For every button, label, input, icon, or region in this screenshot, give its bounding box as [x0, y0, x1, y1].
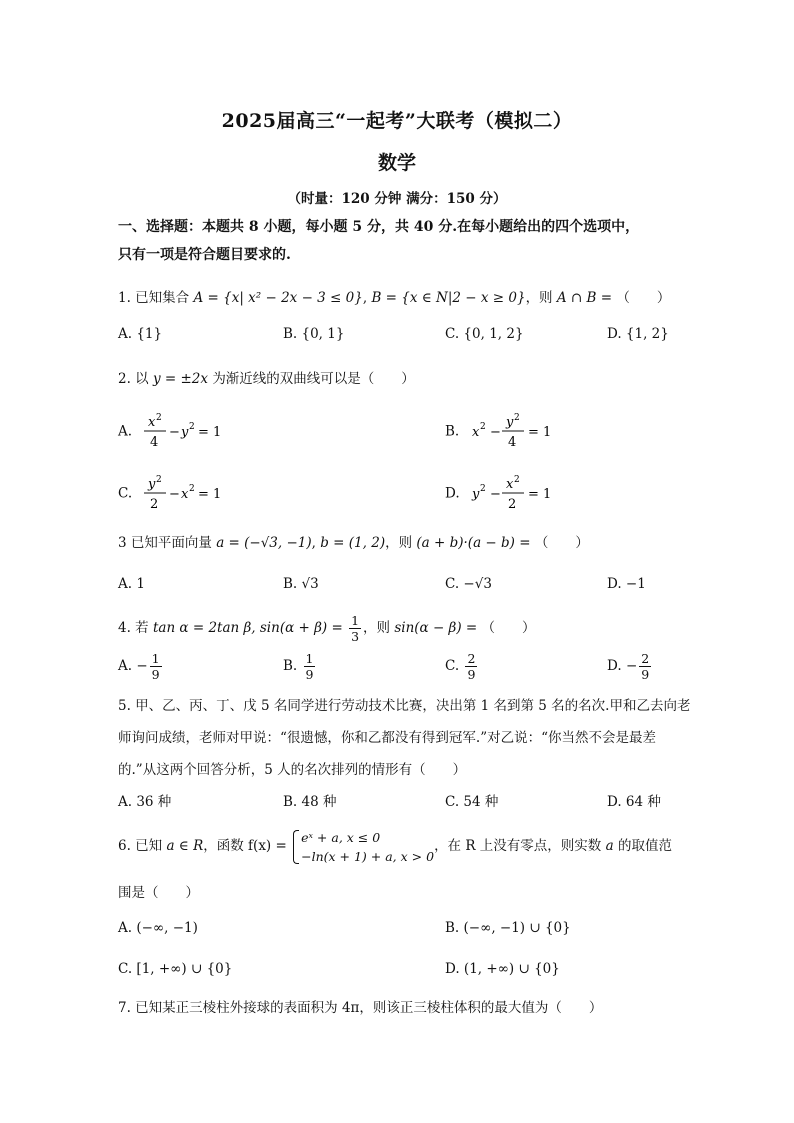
q4-den-c: 9 — [467, 667, 476, 682]
q4-num-d: 2 — [641, 651, 650, 666]
q4-sign-a: − — [136, 658, 148, 674]
q3-bracket: （ ） — [534, 535, 589, 551]
svg-text:x: x — [505, 477, 514, 492]
svg-text:= 1: = 1 — [527, 425, 551, 440]
q3-vector-b: b = (1, 2) — [320, 535, 386, 551]
svg-text:2: 2 — [513, 475, 520, 485]
svg-text:y: y — [148, 477, 156, 492]
q6-tail: 的取值范 — [617, 838, 672, 854]
q2-formula-c — [136, 474, 236, 514]
q3-vector-a: a = (−√3, −1) — [216, 535, 312, 551]
svg-text:x: x — [181, 487, 189, 502]
question-3: 3 已知平面向量 a = (−√3, −1), b = (1, 2)，则 (a + b)·(a − b) = （ ） — [118, 535, 589, 551]
q4-bracket: （ ） — [481, 620, 536, 636]
q1-option-b: B. {0, 1} — [283, 326, 345, 342]
section-line-1: 一、选择题：本题共 8 小题，每小题 5 分，共 40 分.在每小题给出的四个选项中， — [118, 219, 640, 235]
q6-case-1: eˣ + a, x ≤ 0 — [301, 829, 381, 845]
q4-frac-d — [639, 651, 651, 682]
q4-ask: ，则 — [363, 620, 391, 636]
q1-set-a: A = {x| x² − 2x − 3 ≤ 0} — [193, 290, 363, 306]
svg-text:2: 2 — [189, 484, 196, 494]
q3-mid: ，则 — [385, 535, 413, 551]
svg-text:−: − — [169, 487, 181, 502]
q6-stem: ，在 R 上没有零点，则实数 — [434, 838, 602, 854]
q2-formula-d — [464, 474, 564, 514]
question-6 — [118, 826, 698, 866]
section-line-2: 只有一项是符合题目要求的. — [118, 247, 291, 263]
q2-option-a — [118, 412, 236, 452]
q1-ask: ，则 — [525, 290, 553, 306]
q5-line-3: 的.”从这两个回答分析，5 人的名次排列的情形有（ ） — [118, 762, 467, 778]
q4-prefix: 4. 若 — [118, 620, 149, 636]
svg-text:x: x — [148, 415, 156, 430]
q1-option-a: A. {1} — [118, 326, 163, 342]
q5-option-a: A. 36 种 — [118, 794, 172, 810]
q4-frac-b — [304, 651, 316, 682]
q4-condition: tan α = 2tan β, sin(α + β) = — [152, 620, 343, 636]
q2-stem: 为渐近线的双曲线可以是（ ） — [212, 371, 415, 387]
q4-frac-c — [465, 651, 477, 682]
q4-option-c — [445, 651, 479, 682]
q4-cond-num: 1 — [351, 613, 360, 628]
q1-bracket: （ ） — [616, 290, 671, 306]
question-1: 1. 已知集合 A = {x| x² − 2x − 3 ≤ 0}, B = {x ∈ N|2 − x ≥ 0}，则 A ∩ B = （ ） — [118, 290, 671, 306]
svg-text:−: − — [169, 425, 181, 440]
q4-label-d: D. — [607, 658, 622, 674]
question-5 — [118, 690, 698, 786]
q2-asymptote: y = ±2x — [152, 371, 209, 387]
svg-text:y: y — [505, 415, 513, 430]
q3-option-c: C. −√3 — [445, 576, 492, 592]
q6-var: a — [605, 838, 614, 854]
q4-label-c: C. — [445, 658, 460, 674]
q4-den-d: 9 — [641, 667, 650, 682]
svg-text:4: 4 — [150, 435, 159, 450]
q4-label-b: B. — [283, 658, 298, 674]
q3-option-a: A. 1 — [118, 576, 145, 592]
q5-option-d: D. 64 种 — [607, 794, 661, 810]
q6-case-2: −ln(x + 1) + a, x > 0 — [301, 848, 435, 864]
q4-condition-fraction — [349, 613, 361, 644]
q2-option-b — [445, 412, 564, 452]
q4-num-a: 1 — [151, 651, 160, 666]
q2-label-b: B. — [445, 423, 460, 440]
q1-set-b: B = {x ∈ N|2 − x ≥ 0} — [371, 290, 526, 306]
svg-text:y: y — [181, 425, 189, 440]
q2-prefix: 2. 以 — [118, 371, 149, 387]
q4-num-b: 1 — [305, 651, 314, 666]
svg-text:2: 2 — [156, 475, 163, 485]
q1-expr: A ∩ B = — [556, 290, 613, 306]
q1-prefix: 1. 已知集合 — [118, 290, 190, 306]
q3-prefix: 3 已知平面向量 — [118, 535, 212, 551]
exam-title: 2025届高三“一起考”大联考（模拟二） — [221, 110, 573, 132]
q4-den-a: 9 — [151, 667, 160, 682]
q6-option-b: B. (−∞, −1) ∪ {0} — [445, 920, 571, 936]
q4-frac-a — [150, 651, 162, 682]
question-2 — [118, 364, 698, 394]
q6-option-d: D. (1, +∞) ∪ {0} — [445, 961, 560, 977]
q5-line-2: 师询问成绩，老师对甲说：“很遗憾，你和乙都没有得到冠军.”对乙说：“你当然不会是最差 — [118, 730, 656, 746]
section-heading — [118, 213, 698, 269]
q5-option-b: B. 48 种 — [283, 794, 337, 810]
svg-text:y: y — [471, 487, 480, 502]
q2-option-c — [118, 474, 236, 514]
svg-text:x: x — [471, 425, 479, 440]
q4-option-b — [283, 651, 317, 682]
q6-option-c: C. [1, +∞) ∪ {0} — [118, 961, 233, 977]
svg-text:= 1: = 1 — [527, 487, 552, 502]
q4-expr: sin(α − β) = — [394, 620, 478, 636]
q6-function-label: ，函数 f(x) = — [203, 838, 287, 854]
subject-title: 数学 — [377, 152, 416, 174]
q4-option-d — [607, 651, 653, 682]
q4-cond-den: 3 — [351, 629, 360, 644]
q5-option-c: C. 54 种 — [445, 794, 499, 810]
svg-text:2: 2 — [513, 413, 520, 423]
q2-formula-a — [136, 412, 236, 452]
q6-piecewise — [291, 828, 434, 866]
q4-label-a: A. — [118, 658, 133, 674]
svg-text:2: 2 — [479, 422, 486, 432]
q2-label-c: C. — [118, 485, 133, 502]
q1-option-d: D. {1, 2} — [607, 326, 669, 342]
svg-text:−: − — [489, 425, 501, 440]
q2-option-d — [445, 474, 564, 514]
time-score-info: （时量：120 分钟 满分：150 分） — [287, 191, 507, 207]
svg-text:4: 4 — [507, 435, 516, 450]
q2-label-a: A. — [118, 423, 133, 440]
q4-den-b: 9 — [305, 667, 314, 682]
q4-option-a — [118, 651, 164, 682]
q6-option-a: A. (−∞, −1) — [118, 920, 198, 936]
q4-num-c: 2 — [467, 651, 476, 666]
q5-line-1: 5. 甲、乙、丙、丁、戊 5 名同学进行劳动技术比赛，决出第 1 名到第 5 名的名次.甲和乙去向老 — [118, 698, 691, 714]
svg-text:2: 2 — [150, 497, 159, 512]
q3-option-b: B. √3 — [283, 576, 319, 592]
q3-expr: (a + b)·(a − b) = — [416, 535, 531, 551]
svg-text:−: − — [489, 487, 501, 502]
q3-option-d: D. −1 — [607, 576, 646, 592]
svg-text:= 1: = 1 — [198, 425, 222, 440]
question-4 — [118, 613, 698, 644]
q2-formula-b — [464, 412, 564, 452]
q2-label-d: D. — [445, 485, 460, 502]
svg-text:2: 2 — [507, 497, 517, 512]
q6-prefix: 6. 已知 — [118, 838, 163, 854]
question-7: 7. 已知某正三棱柱外接球的表面积为 4π，则该正三棱柱体积的最大值为（ ） — [118, 1000, 603, 1016]
svg-text:2: 2 — [156, 413, 163, 423]
svg-text:2: 2 — [479, 484, 486, 494]
q6-condition: a ∈ R — [166, 838, 204, 854]
q1-option-c: C. {0, 1, 2} — [445, 326, 524, 342]
svg-text:2: 2 — [189, 422, 196, 432]
q6-line-2: 围是（ ） — [118, 885, 199, 901]
q4-sign-d: − — [625, 658, 638, 674]
svg-text:= 1: = 1 — [198, 487, 222, 502]
